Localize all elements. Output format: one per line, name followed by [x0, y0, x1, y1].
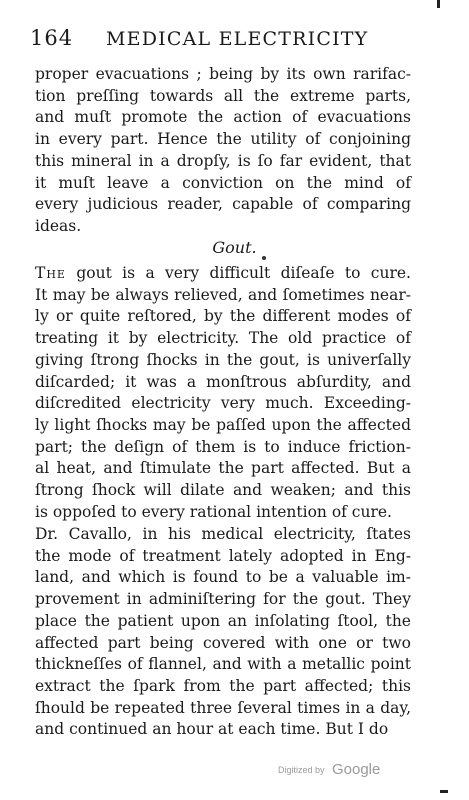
line-rest: gout is a very difficult diſeaſe to cure. [65, 264, 411, 282]
text-line: proper evacuations ; being by its own rarifac- [35, 65, 411, 83]
text-line: ſhould be repeated three ſeveral times in a day, [35, 698, 411, 717]
digitized-watermark [278, 761, 380, 779]
watermark-brand: Google [331, 761, 381, 779]
paragraph-cavallo [35, 524, 411, 741]
text-line: affected part being covered with one or two [35, 633, 411, 652]
text-line: ly light ſhocks may be paſſed upon the affected [35, 415, 411, 434]
text-line: treating it by electricity. The old practice of [35, 329, 411, 348]
text-line: ly or quite reſtored, by the different modes of [35, 307, 411, 326]
text-line: this mineral in a dropſy, is ſo far evident, that [35, 151, 411, 170]
paragraph-evacuations [35, 64, 411, 238]
text-line: thickneſſes of flannel, and with a metallic point [35, 655, 411, 674]
text-line: and muſt promote the action of evacuations [35, 108, 411, 127]
watermark-prefix: Digitized by [278, 764, 325, 775]
text-line: extract the ſpark from the part affected; this [35, 676, 411, 695]
scan-mark [440, 790, 448, 793]
scan-mark [437, 0, 440, 8]
text-line: al heat, and ſtimulate the part affected. But a [35, 459, 411, 478]
ink-speck [262, 256, 266, 260]
paragraph-gout [35, 263, 411, 523]
text-line: giving ſtrong ſhocks in the gout, is univerſally [35, 350, 411, 369]
text-line: every judicious reader, capable of comparing [35, 195, 411, 214]
text-line: land, and which is found to be a valuable im- [35, 568, 411, 587]
page-header [30, 26, 440, 56]
text-line: place the patient upon an inſolating ſtool, the [35, 611, 411, 630]
text-line: diſcredited electricity very much. Exceeding- [35, 394, 411, 413]
text-line: Dr. Cavallo, in his medical electricity, ſtates [35, 525, 411, 543]
text-line: diſcarded; it was a monſtrous abſurdity, and [35, 372, 411, 391]
text-line: is oppoſed to every rational intention of cure. [35, 502, 392, 521]
text-line [35, 263, 411, 285]
text-line: part; the deſign of them is to induce friction- [35, 437, 411, 456]
text-line: in every part. Hence the utility of conjoining [35, 130, 411, 149]
text-line: the mode of treatment lately adopted in Eng- [35, 546, 411, 565]
text-line: It may be always relieved, and ſometimes near- [35, 285, 411, 304]
section-heading: Gout. [212, 238, 257, 257]
first-word: The [35, 264, 66, 282]
text-line: tion preſſing towards all the extreme parts, [35, 86, 411, 105]
text-line: ideas. [35, 216, 82, 235]
text-line: it muſt leave a conviction on the mind of [35, 173, 411, 192]
text-line: and continued an hour at each time. But I do [35, 720, 389, 739]
text-line: ſtrong ſhock will dilate and weaken; and this [35, 481, 411, 500]
running-head: MEDICAL ELECTRICITY [106, 28, 369, 50]
page-number: 164 [30, 26, 74, 50]
text-line: provement in adminiſtering for the gout. They [35, 590, 411, 609]
